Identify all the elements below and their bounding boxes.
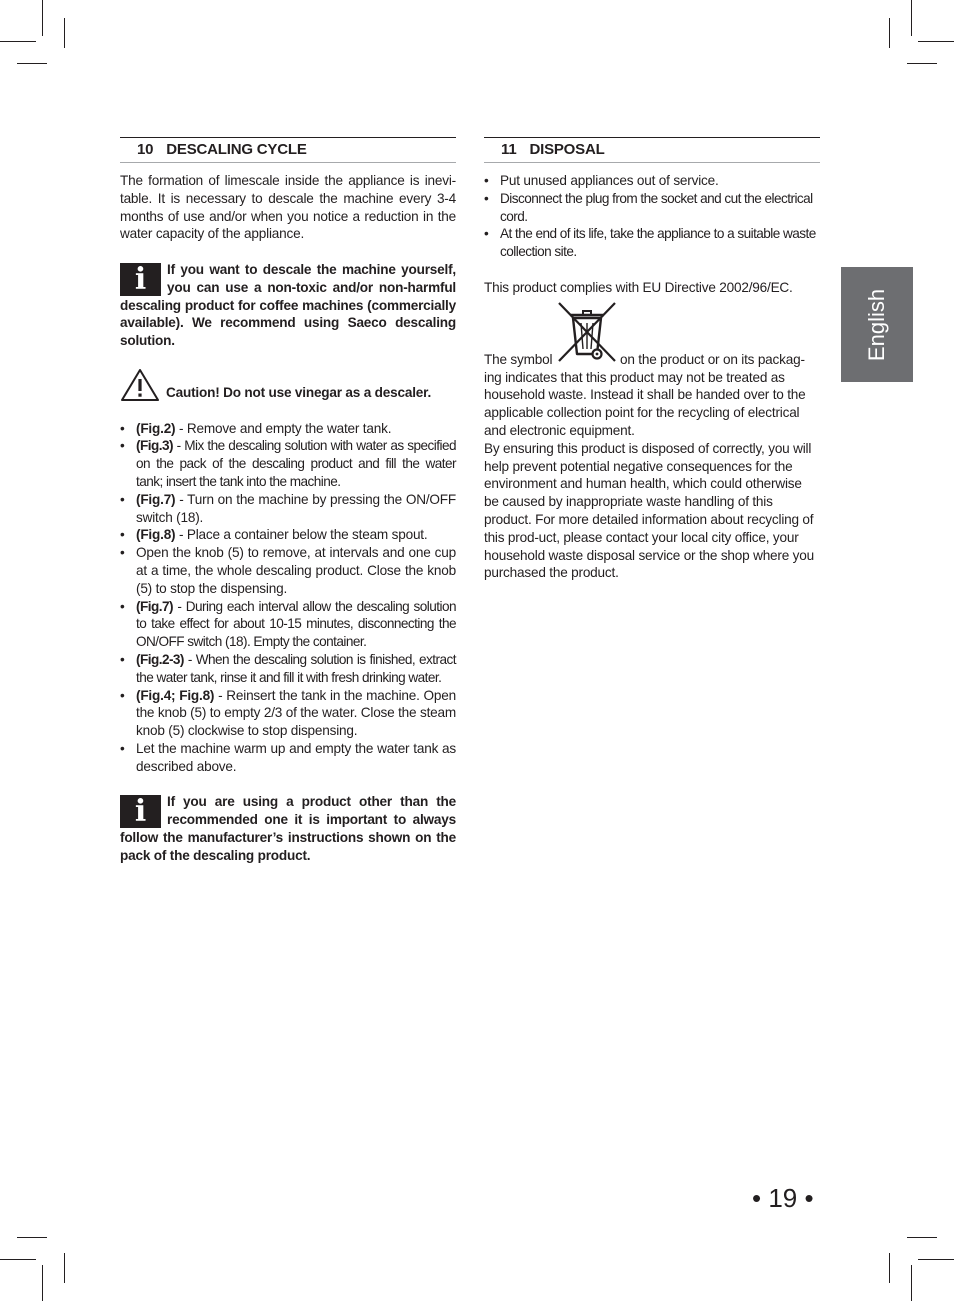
crop-mark: [0, 1259, 36, 1260]
list-item: [484, 225, 820, 261]
bullet: •: [120, 420, 125, 436]
warning-triangle-icon: [120, 368, 160, 402]
step-text: - Place a container below the steam spout.: [175, 527, 428, 543]
bullet: •: [484, 173, 489, 188]
crop-mark: [889, 1253, 890, 1283]
figure-ref: (Fig.7): [136, 598, 173, 614]
bullet: •: [120, 740, 125, 756]
section-title: DESCALING CYCLE: [166, 141, 307, 158]
list-item-text: Disconnect the plug from the socket and cut the electrical cord.: [500, 190, 813, 224]
section-number: 11: [501, 141, 517, 158]
step-text: - Mix the descaling solution with water as specified on the pack of the descaling product and fill the water tank; insert the tank into the machine.: [136, 438, 456, 489]
crop-mark: [907, 63, 937, 64]
step-text: Open the knob (5) to remove, at intervals and one cup at a time, the whole descaling product. Close the knob (5) to stop the dispensing.: [136, 545, 456, 596]
section-heading: [120, 137, 456, 163]
crossed-out-wheelie-bin-icon: [556, 301, 618, 363]
crop-mark: [911, 0, 912, 36]
crop-mark: [0, 41, 36, 42]
info-note-text: If you are using a product other than the recommended one it is important to always follow the manufacturer’s instructions shown on the pack of the descaling product.: [120, 794, 456, 863]
list-item: [120, 437, 456, 490]
list-item: [484, 190, 820, 226]
crop-mark: [17, 63, 47, 64]
step-text: - During each interval allow the descaling solution to take effect for about 10-15 minutes, disconnecting the ON/OFF switch (18). Empty the container.: [136, 598, 456, 650]
disposal-paragraph: By ensuring this product is disposed of correctly, you will help prevent potential negative consequences for the environment and human health, which could otherwise be caused by inappropriate waste handling of this product. For more detailed information about recycling of this prod-uct, please contact your local city office, your household waste disposal service or the shop where you purchased the product.: [484, 440, 814, 581]
section-heading: [484, 137, 820, 163]
figure-ref: (Fig.8): [136, 527, 176, 543]
step-text: - Reinsert the tank in the machine. Open the knob (5) to empty 2/3 of the water. Close the steam knob (5) clockwise to stop dispensing.: [136, 687, 457, 739]
bullet: •: [120, 438, 125, 454]
crop-mark: [42, 1265, 43, 1301]
page-number: • 19 •: [752, 1183, 814, 1213]
section-number: 10: [137, 141, 154, 158]
step-text: - Turn on the machine by pressing the ON/OFF switch (18).: [136, 491, 456, 525]
list-item-text: At the end of its life, take the appliance to a suitable waste collection site.: [500, 226, 816, 260]
bullet: •: [120, 545, 125, 561]
step-text: Let the machine warm up and empty the water tank as described above.: [136, 740, 456, 774]
descaling-section: [120, 137, 456, 864]
disposal-section: [484, 137, 820, 582]
list-item-text: Put unused appliances out of service.: [500, 173, 719, 188]
language-tab: [841, 267, 913, 382]
list-item: [120, 420, 456, 438]
list-item: [120, 526, 456, 544]
crop-mark: [64, 1253, 65, 1283]
bullet: •: [120, 491, 125, 507]
caution-text: Caution! Do not use vinegar as a descaler.: [166, 384, 432, 400]
bullet: •: [120, 651, 125, 667]
symbol-text-after: on the product or on its packag-: [620, 351, 805, 367]
list-item: [120, 491, 456, 527]
step-text: - Remove and empty the water tank.: [175, 420, 392, 436]
disposal-list: [484, 172, 820, 261]
crop-mark: [17, 1237, 47, 1238]
info-icon: i: [120, 795, 161, 828]
symbol-line: [484, 297, 820, 369]
info-note: [120, 793, 456, 864]
crop-mark: [889, 18, 890, 48]
crop-mark: [42, 0, 43, 36]
crop-mark: [911, 1265, 912, 1301]
list-item: [120, 544, 456, 597]
symbol-explanation: ing indicates that this product may not be treated as household waste. Instead it shall be handed over to the applicable collection point for the recycling of electrical and electronic equipment.: [484, 369, 806, 438]
caution-note: [120, 368, 456, 402]
bullet: •: [484, 190, 489, 206]
figure-ref: (Fig.3): [136, 438, 173, 454]
bullet: •: [484, 226, 489, 242]
figure-ref: (Fig.2-3): [136, 651, 184, 667]
bullet: •: [120, 527, 125, 543]
figure-ref: (Fig.2): [136, 420, 176, 436]
figure-ref: (Fig.7): [136, 491, 176, 507]
list-item: [120, 598, 456, 651]
language-label: English: [864, 288, 889, 361]
intro-paragraph: The formation of limescale inside the appliance is inevi-table. It is necessary to descale the machine every 3-4 months of use and/or when you notice a reduction in the water capacity of the appliance.: [120, 173, 456, 242]
directive-text: This product complies with EU Directive 2002/96/EC.: [484, 279, 793, 295]
info-note: [120, 261, 456, 350]
list-item: [120, 651, 456, 687]
figure-ref: (Fig.4; Fig.8): [136, 687, 215, 703]
crop-mark: [907, 1237, 937, 1238]
info-note-text: If you want to descale the machine yourself, you can use a non-toxic and/or non-harmful descaling product for coffee machines (commercially available). We recommend using Saeco descaling solution.: [120, 261, 456, 349]
section-title: DISPOSAL: [529, 141, 605, 158]
symbol-text-before: The symbol: [484, 351, 553, 367]
info-icon: i: [120, 263, 161, 296]
descaling-steps-list: [120, 420, 456, 776]
bullet: •: [120, 687, 125, 703]
list-item: [484, 172, 820, 190]
list-item: [120, 740, 456, 776]
crop-mark: [918, 1259, 954, 1260]
crop-mark: [64, 18, 65, 48]
list-item: [120, 687, 456, 740]
crop-mark: [918, 41, 954, 42]
bullet: •: [120, 598, 125, 614]
step-text: - When the descaling solution is finished, extract the water tank, rinse it and fill it with fresh drinking water.: [136, 651, 456, 685]
